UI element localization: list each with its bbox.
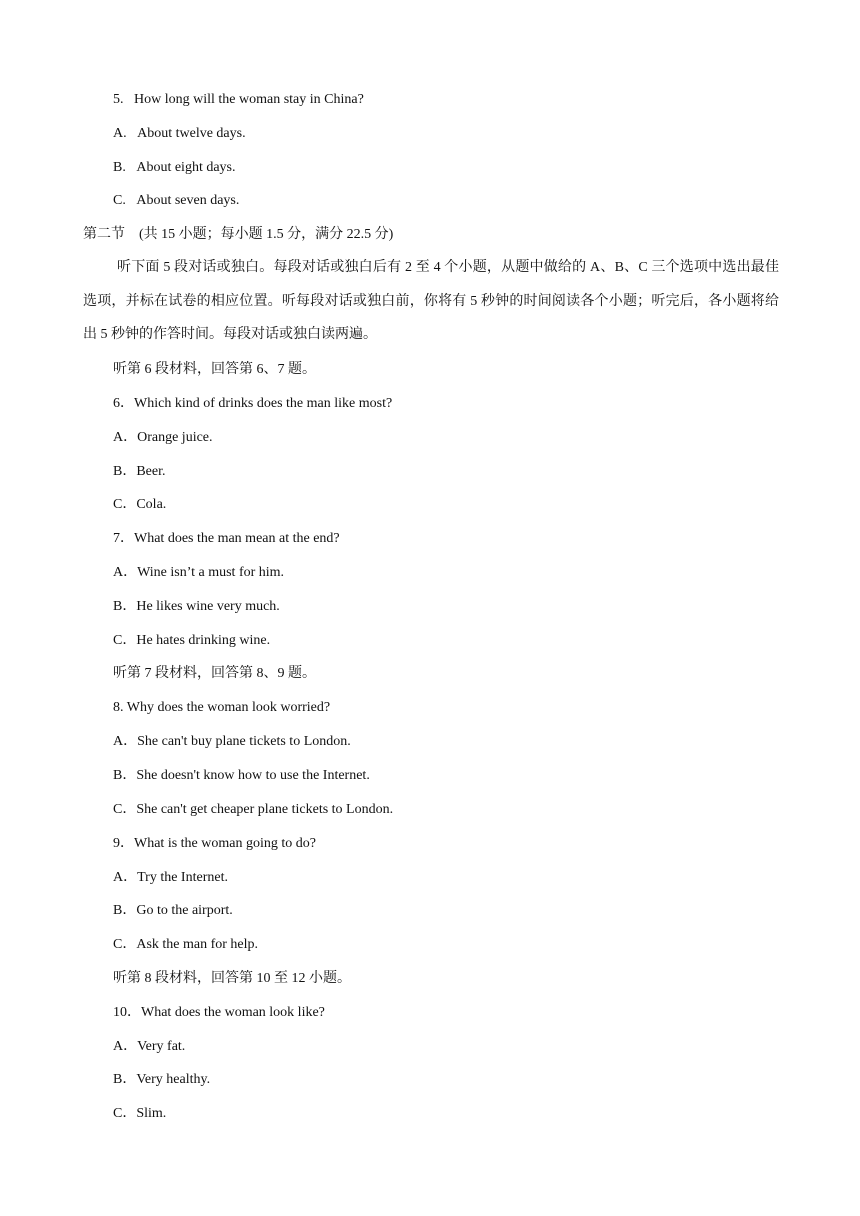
option-10a: A．Very fat.: [113, 1039, 186, 1054]
option-8b: B．She doesn't know how to use the Internet.: [113, 768, 370, 783]
option-5b: B. About eight days.: [113, 160, 236, 175]
option-7b: B．He likes wine very much.: [113, 599, 280, 614]
question-9: 9．What is the woman going to do?: [113, 836, 316, 851]
material-7-heading: 听第 7 段材料，回答第 8、9 题。: [113, 666, 316, 681]
section-heading: 第二节 (共 15 小题；每小题 1.5 分，满分 22.5 分): [83, 227, 394, 242]
option-5a: A. About twelve days.: [113, 126, 246, 141]
option-10b: B．Very healthy.: [113, 1072, 211, 1087]
option-6b: B．Beer.: [113, 464, 166, 479]
option-5c: C. About seven days.: [113, 193, 240, 208]
option-8a: A．She can't buy plane tickets to London.: [113, 734, 351, 749]
material-6-heading: 听第 6 段材料，回答第 6、7 题。: [113, 362, 316, 377]
option-9c: C．Ask the man for help.: [113, 937, 259, 952]
option-7c: C．He hates drinking wine.: [113, 633, 271, 648]
question-6: 6．Which kind of drinks does the man like most?: [113, 396, 393, 411]
question-5: 5. How long will the woman stay in China?: [113, 92, 364, 107]
option-7a: A．Wine isn’t a must for him.: [113, 565, 285, 580]
section-instructions: 听下面 5 段对话或独白。每段对话或独白后有 2 至 4 个小题，从题中做给的 A、B、C 三个选项中选出最佳选项，并标在试卷的相应位置。听每段对话或独白前，你将有 5 秒钟的时间阅读各个小题；听完后，各小题将给出 5 秒钟的作答时间。每段对话或独白读两遍。: [83, 260, 779, 343]
option-9b: B．Go to the airport.: [113, 903, 233, 918]
question-7: 7．What does the man mean at the end?: [113, 531, 340, 546]
option-6c: C．Cola.: [113, 497, 167, 512]
option-8c: C．She can't get cheaper plane tickets to London.: [113, 802, 394, 817]
question-8: 8. Why does the woman look worried?: [113, 700, 331, 715]
option-10c: C．Slim.: [113, 1106, 167, 1121]
material-8-heading: 听第 8 段材料，回答第 10 至 12 小题。: [113, 971, 351, 986]
question-10: 10．What does the woman look like?: [113, 1005, 325, 1020]
option-6a: A．Orange juice.: [113, 430, 213, 445]
option-9a: A．Try the Internet.: [113, 870, 228, 885]
